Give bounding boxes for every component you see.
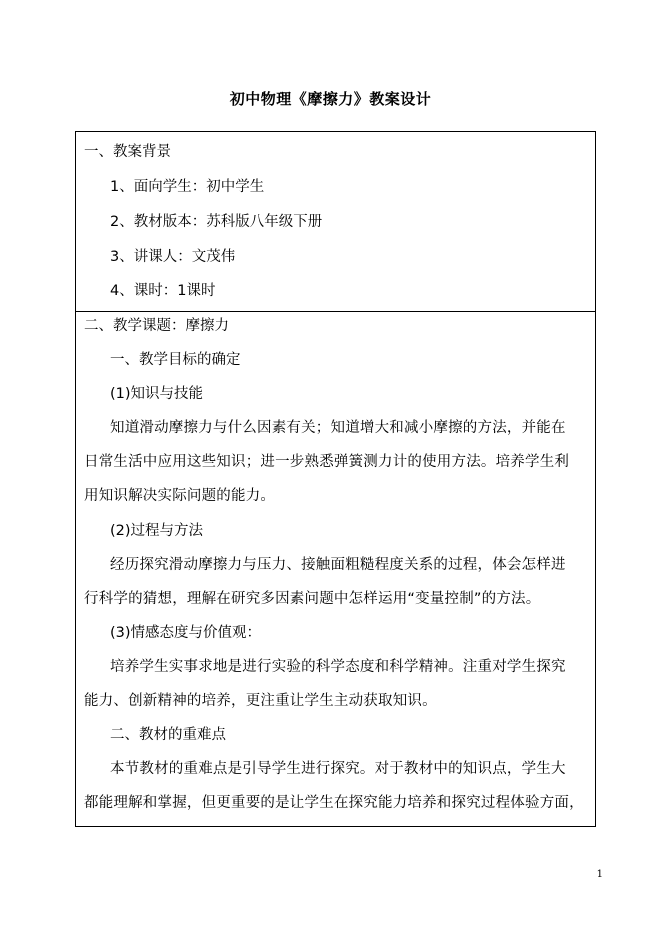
teaching-topic-section: [76, 312, 595, 826]
objective-title: (1)知识与技能: [110, 386, 204, 402]
page-number: 1: [596, 869, 603, 880]
section-heading: 一、教案背景: [84, 144, 171, 160]
objective-title: (2)过程与方法: [110, 523, 204, 539]
lesson-plan-table: [75, 131, 596, 827]
paragraph-line: 经历探究滑动摩擦力与压力、接触面粗糙程度关系的过程，体会怎样进: [110, 557, 566, 573]
section-heading: 二、教学课题：摩擦力: [84, 318, 229, 334]
paragraph-line: 知道滑动摩擦力与什么因素有关；知道增大和减小摩擦的方法，并能在: [110, 420, 566, 436]
paragraph-line: 培养学生实事求地是进行实验的科学态度和科学精神。注重对学生探究: [110, 659, 566, 675]
objective-title: (3)情感态度与价值观：: [110, 625, 262, 641]
paragraph-line: 日常生活中应用这些知识；进一步熟悉弹簧测力计的使用方法。培养学生利: [84, 454, 570, 470]
background-item: 4、课时：1课时: [110, 283, 216, 299]
paragraph-line: 能力、创新精神的培养，更注重让学生主动获取知识。: [84, 693, 437, 709]
subheading: 二、教材的重难点: [110, 727, 226, 743]
paragraph-line: 行科学的猜想，理解在研究多因素问题中怎样运用“变量控制”的方法。: [84, 591, 541, 607]
subheading: 一、教学目标的确定: [110, 352, 241, 368]
paragraph-line: 都能理解和掌握，但更重要的是让学生在探究能力培养和探究过程体验方面，: [84, 795, 584, 811]
background-item: 3、讲课人：文茂伟: [110, 249, 236, 265]
background-item: 1、面向学生：初中学生: [110, 179, 265, 195]
lesson-background-section: [76, 132, 595, 312]
paragraph-line: 本节教材的重难点是引导学生进行探究。对于教材中的知识点，学生大: [110, 761, 566, 777]
page-title: 初中物理《摩擦力》教案设计: [229, 90, 432, 108]
paragraph-line: 用知识解决实际问题的能力。: [84, 488, 276, 504]
background-item: 2、教材版本：苏科版八年级下册: [110, 214, 323, 230]
